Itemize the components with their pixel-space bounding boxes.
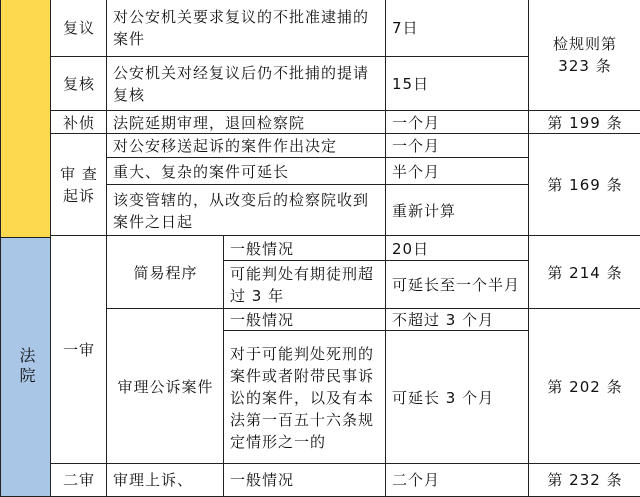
ershen-cond: 一般情况 xyxy=(223,463,387,497)
jianyi-time1: 20日 xyxy=(385,235,530,262)
ershen-name: 审理上诉、 xyxy=(106,463,225,497)
fuyi-time: 7日 xyxy=(385,0,530,58)
jianyi-cond1: 一般情况 xyxy=(223,235,387,262)
jianyi-name: 简易程序 xyxy=(106,235,225,310)
court-band xyxy=(0,237,52,497)
shencha-desc3: 该变管辖的，从改变后的检察院收到案件之日起 xyxy=(106,184,387,237)
fuyi-name: 复议 xyxy=(50,0,108,58)
law-323: 检规则第 323 条 xyxy=(528,0,640,112)
fuhe-name: 复核 xyxy=(50,56,108,112)
gongsu-name: 审理公诉案件 xyxy=(106,308,225,465)
buzhen-law: 第 199 条 xyxy=(528,110,640,135)
gongsu-time2: 可延长 3 个月 xyxy=(385,330,530,465)
buzhen-time: 一个月 xyxy=(385,110,530,135)
jianyi-law: 第 214 条 xyxy=(528,235,640,310)
shencha-desc2: 重大、复杂的案件可延长 xyxy=(106,157,387,186)
ershen-time: 二个月 xyxy=(385,463,530,497)
shencha-time1: 一个月 xyxy=(385,133,530,159)
shencha-time3: 重新计算 xyxy=(385,184,530,237)
gongsu-cond2: 对于可能判处死刑的案件或者附带民事诉讼的案件，以及有本法第一百五十六条规定情形之一的 xyxy=(223,330,387,465)
shencha-desc1: 对公安移送起诉的案件作出决定 xyxy=(106,133,387,159)
prosecutor-band xyxy=(0,0,52,239)
court-label: 法院 xyxy=(17,347,36,387)
ershen-law: 第 232 条 xyxy=(528,463,640,497)
jianyi-cond2: 可能判处有期徒刑超过 3 年 xyxy=(223,260,387,310)
shencha-law: 第 169 条 xyxy=(528,133,640,237)
jianyi-time2: 可延长至一个半月 xyxy=(385,260,530,310)
fuhe-time: 15日 xyxy=(385,56,530,112)
gongsu-time1: 不超过 3 个月 xyxy=(385,308,530,332)
buzhen-name: 补侦 xyxy=(50,110,108,135)
buzhen-desc: 法院延期审理，退回检察院 xyxy=(106,110,387,135)
gongsu-cond1: 一般情况 xyxy=(223,308,387,332)
fuyi-desc: 对公安机关要求复议的不批准逮捕的案件 xyxy=(106,0,387,58)
ershen-label: 二审 xyxy=(50,463,108,497)
shencha-name: 审 查起诉 xyxy=(50,133,108,237)
gongsu-law: 第 202 条 xyxy=(528,308,640,465)
fuhe-desc: 公安机关对经复议后仍不批捕的提请复核 xyxy=(106,56,387,112)
shencha-time2: 半个月 xyxy=(385,157,530,186)
yishen-label: 一审 xyxy=(50,235,108,465)
